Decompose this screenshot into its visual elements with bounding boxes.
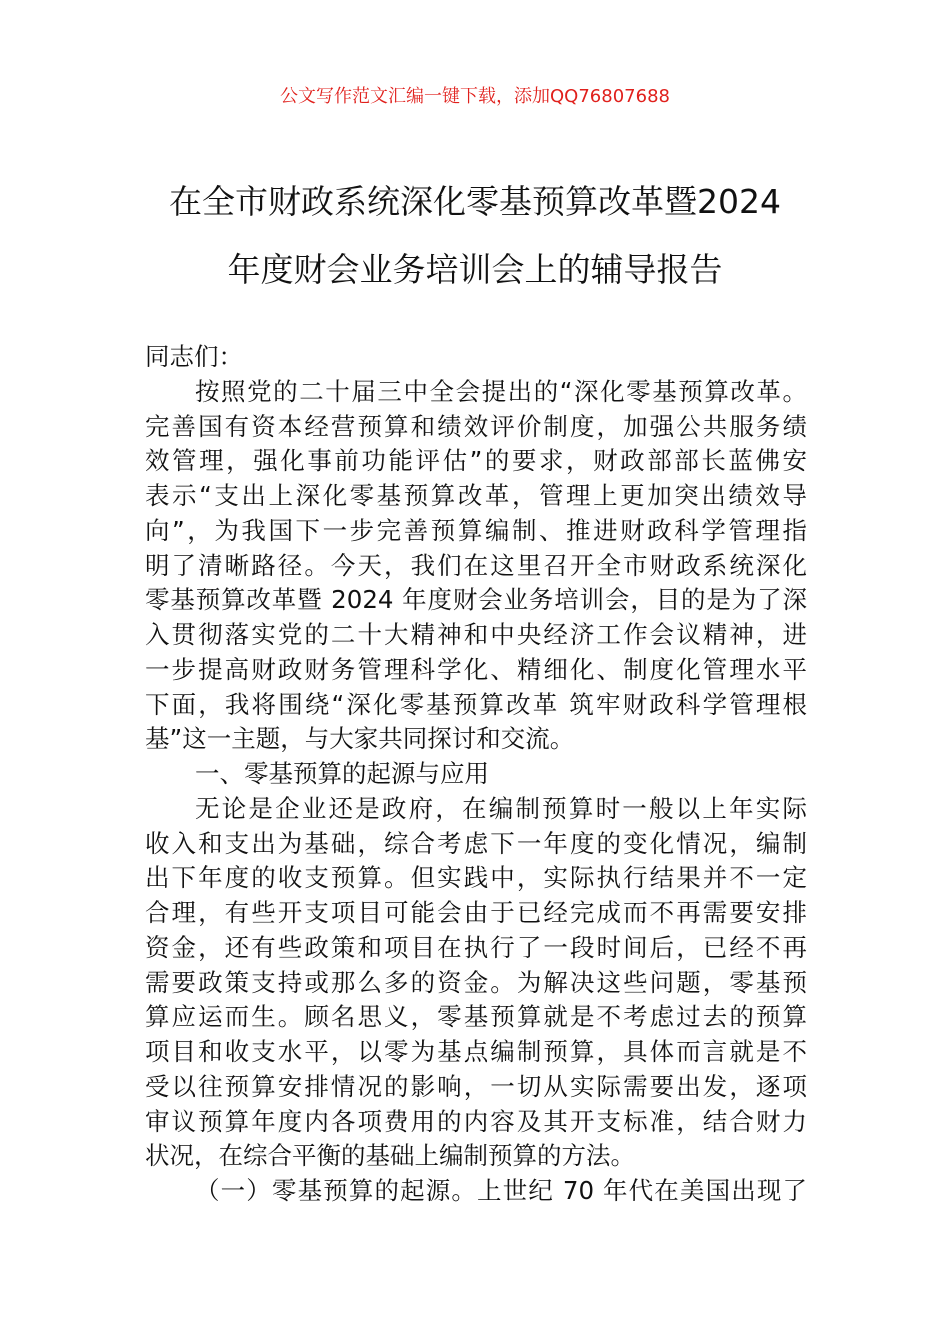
body-text-line: 入贯彻落实党的二十大精神和中央经济工作会议精神，进 bbox=[145, 620, 807, 649]
document-title-line-1: 在全市财政系统深化零基预算改革暨2024 bbox=[169, 182, 781, 221]
body-text-line: 算应运而生。顾名思义，零基预算就是不考虑过去的预算 bbox=[145, 1002, 807, 1032]
body-text-line: 基”这一主题，与大家共同探讨和交流。 bbox=[145, 724, 575, 754]
body-text-line: 向”，为我国下一步完善预算编制、推进财政科学管理指 bbox=[145, 515, 807, 545]
body-text-line: 表示“支出上深化零基预算改革，管理上更加突出绩效导 bbox=[145, 481, 807, 510]
body-text-line: 合理，有些开支项目可能会由于已经完成而不再需要安排 bbox=[145, 898, 807, 927]
body-text-line: 审议预算年度内各项费用的内容及其开支标准，结合财力 bbox=[145, 1106, 807, 1136]
document-body bbox=[145, 340, 807, 1209]
body-text-line: 下面，我将围绕“深化零基预算改革 筑牢财政科学管理根 bbox=[145, 689, 807, 719]
body-text-line: 一步提高财政财务管理科学化、精细化、制度化管理水平 bbox=[145, 654, 807, 684]
body-text-line: 同志们： bbox=[145, 342, 243, 371]
body-text-line: 按照党的二十届三中全会提出的“深化零基预算改革。 bbox=[195, 376, 807, 406]
watermark-text: 公文写作范文汇编一键下载，添加QQ76807688 bbox=[280, 86, 670, 107]
body-text-line: 出下年度的收支预算。但实践中，实际执行结果并不一定 bbox=[145, 863, 807, 893]
body-text-line: 资金，还有些政策和项目在执行了一段时间后，已经不再 bbox=[145, 932, 807, 962]
body-text-line: 明了清晰路径。今天，我们在这里召开全市财政系统深化 bbox=[145, 550, 807, 580]
body-text-line: 受以往预算安排情况的影响，一切从实际需要出发，逐项 bbox=[145, 1071, 807, 1101]
body-text-line: 一、零基预算的起源与应用 bbox=[195, 759, 489, 788]
body-text-line: 状况，在综合平衡的基础上编制预算的方法。 bbox=[145, 1141, 635, 1171]
document-title-line-2: 年度财会业务培训会上的辅导报告 bbox=[227, 250, 723, 289]
body-text-line: （一）零基预算的起源。上世纪 70 年代在美国出现了 bbox=[195, 1176, 807, 1205]
body-text-line: 收入和支出为基础，综合考虑下一年度的变化情况，编制 bbox=[145, 828, 807, 858]
body-text-line: 项目和收支水平，以零为基点编制预算，具体而言就是不 bbox=[145, 1037, 807, 1066]
body-text-line: 完善国有资本经营预算和绩效评价制度，加强公共服务绩 bbox=[145, 411, 807, 441]
body-text-line: 需要政策支持或那么多的资金。为解决这些问题，零基预 bbox=[145, 967, 807, 997]
body-text-line: 效管理，强化事前功能评估”的要求，财政部部长蓝佛安 bbox=[145, 446, 807, 476]
body-text-line: 无论是企业还是政府，在编制预算时一般以上年实际 bbox=[195, 793, 807, 823]
body-text-line: 零基预算改革暨 2024 年度财会业务培训会，目的是为了深 bbox=[145, 585, 807, 615]
